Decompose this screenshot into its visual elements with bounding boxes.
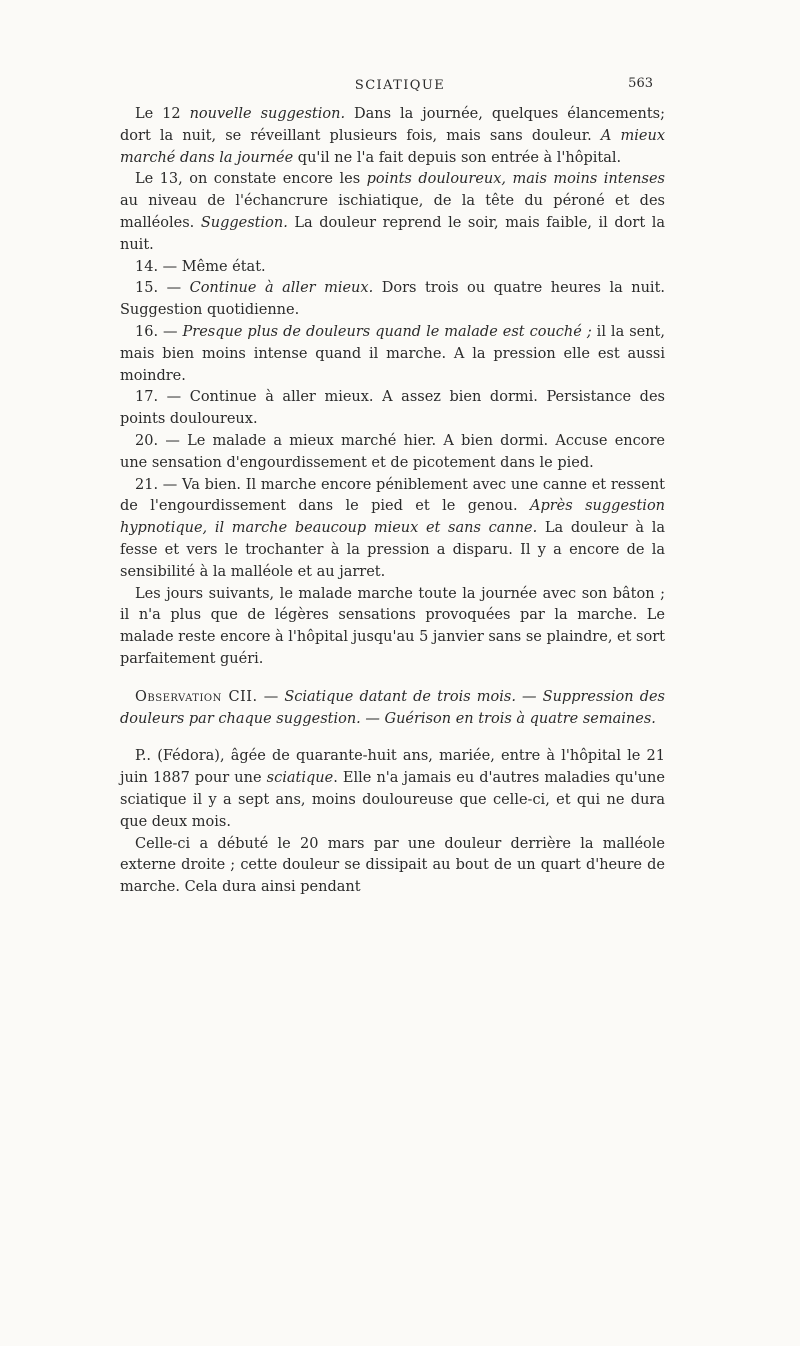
entry-date: Les jours suivants, — [135, 585, 275, 602]
paragraph-text: Celle-ci a débuté le 20 mars par une douleur derrière la malléole externe droite ; cette douleur se dissipait au bout de un quart d'heure de marche. Cela dura ainsi pendant — [120, 835, 665, 896]
entry-text: Dors trois ou quatre heures la nuit. Suggestion quotidienne. — [120, 280, 666, 319]
entry-date: 17. — [135, 389, 159, 406]
entry-date: 20. — [135, 432, 159, 449]
observation-summary: Sciatique datant de trois mois. — Suppression des douleurs par chaque suggestion. — Guérison en trois à quatre semaines. — [120, 688, 666, 727]
case-entry — [120, 431, 665, 475]
running-title: SCIATIQUE — [354, 78, 446, 93]
case-entry — [120, 475, 665, 584]
entry-emphasis: points douloureux, mais moins intenses — [366, 171, 665, 188]
entry-date: Le 12 — [135, 106, 181, 122]
entry-date: Le 13, — [135, 171, 183, 188]
section-gap-2 — [120, 730, 665, 746]
case-entry — [120, 278, 665, 322]
entry-date: 21. — [135, 476, 159, 493]
case-description — [120, 746, 665, 899]
entry-text: — — [158, 280, 190, 297]
paragraph-text: P.. (Fédora), âgée de quarante-huit ans, mariée, entre à l'hôpital le 21 juin 1887 pour une — [120, 748, 665, 787]
description-paragraph — [120, 746, 665, 833]
entry-text: — Continue à aller mieux. A assez bien dormi. Persistance des points douloureux. — [120, 389, 665, 428]
paragraph-emphasis: sciatique — [266, 770, 334, 787]
body-text — [120, 104, 665, 899]
section-gap — [120, 671, 665, 687]
entry-text: il la sent, mais bien moins intense quand il marche. A la pression elle est aussi moindre. — [120, 323, 665, 384]
case-entries — [120, 104, 665, 671]
running-head — [0, 78, 800, 102]
entry-date: 16. — [135, 323, 159, 340]
paragraph-text: . Elle n'a jamais eu d'autres maladies qu'une sciatique il y a sept ans, moins douloureuse que celle-ci, et qui ne dura que deux mois. — [120, 770, 665, 830]
case-entry — [120, 584, 665, 671]
entry-text: on constate encore les — [182, 171, 367, 188]
entry-text: Dans la journée, quelques élancements; dort la nuit, se réveillant plusieurs fois, mais sans douleur. — [120, 106, 665, 144]
entry-text: qu'il ne l'a fait depuis son entrée à l'hôpital. — [293, 149, 622, 166]
entry-emphasis: Continue à aller mieux. — [189, 280, 374, 297]
case-entry — [120, 169, 665, 256]
entry-emphasis: Suggestion. — [200, 214, 288, 231]
entry-text: — Va bien. Il marche encore péniblement avec une canne et ressent de l'engourdissement dans le pied et le genou. — [120, 476, 665, 515]
observation-heading — [120, 687, 665, 731]
entry-text: La douleur à la fesse et vers le trochanter à la pression a disparu. Il y a encore de la sensibilité à la malléole et au jarret. — [120, 520, 665, 580]
entry-emphasis: A mieux marché dans la journée — [120, 127, 665, 166]
entry-text: le malade marche toute la journée avec son bâton ; il n'a plus que de légères sensations provoquées par la marche. Le malade reste encore à l'hôpital jusqu'au 5 janvier sans se plaindre, et sort parfaitement guéri. — [120, 585, 665, 667]
page-number: 563 — [628, 76, 653, 91]
entry-date: 15. — [135, 280, 159, 297]
case-entry — [120, 257, 665, 279]
entry-date: 14. — [135, 258, 159, 275]
observation-dash: — — [257, 688, 285, 705]
entry-emphasis: nouvelle suggestion. — [189, 106, 346, 122]
case-entry — [120, 322, 665, 387]
entry-text: — Le malade a mieux marché hier. A bien dormi. Accuse encore une sensation d'engourdissement et de picotement dans le pied. — [120, 432, 665, 471]
case-entry — [120, 387, 665, 431]
entry-text: — Même état. — [158, 258, 266, 275]
entry-emphasis: Après suggestion hypnotique, il marche beaucoup mieux et sans canne. — [120, 498, 666, 537]
observation-label: Observation CII. — [135, 688, 258, 705]
entry-text: au niveau de l'échancrure ischiatique, de la tête du péroné et des malléoles. — [120, 193, 665, 231]
entry-text: — — [158, 323, 183, 340]
entry-text: La douleur reprend le soir, mais faible, il dort la nuit. — [120, 214, 665, 253]
case-entry — [120, 104, 665, 169]
entry-emphasis: Presque plus de douleurs quand le malade est couché ; — [182, 323, 592, 340]
entry-text — [181, 106, 190, 122]
description-paragraph — [120, 834, 665, 899]
